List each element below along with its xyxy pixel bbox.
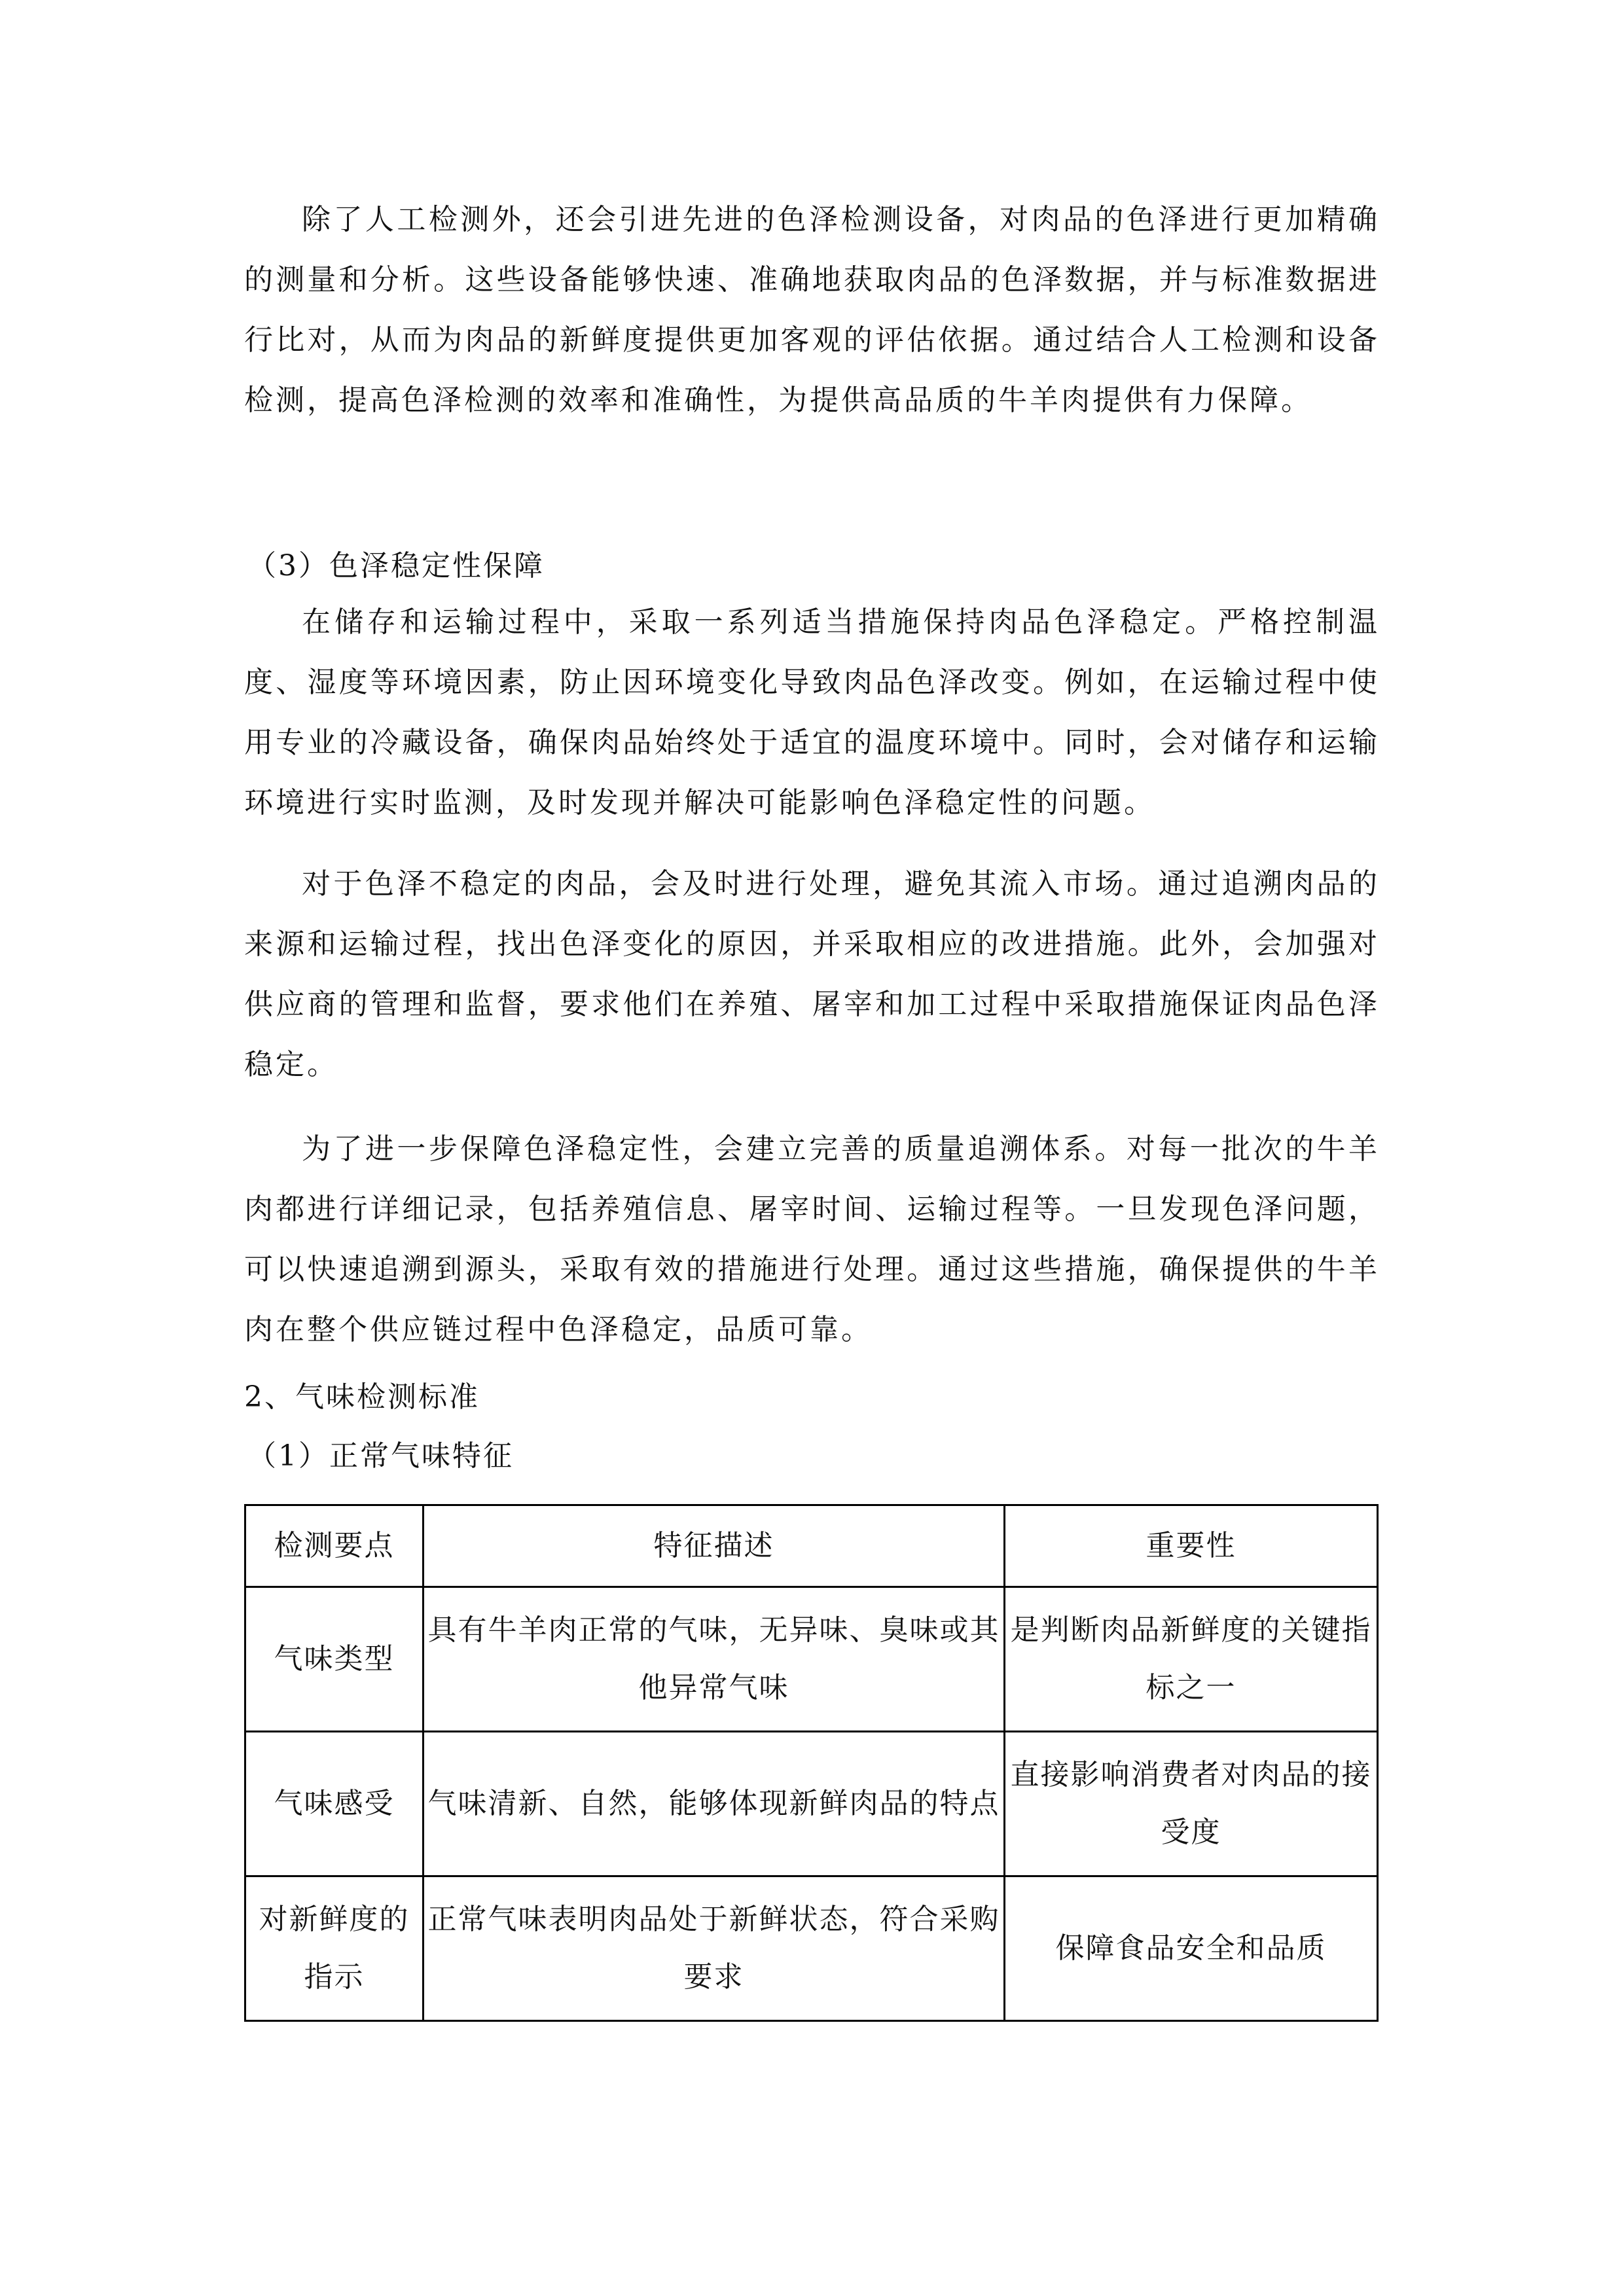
table-cell: 气味类型 <box>245 1587 424 1732</box>
subheading-normal-odor: （1）正常气味特征 <box>247 1439 514 1473</box>
table-cell: 对新鲜度的指示 <box>245 1876 424 2021</box>
paragraph-unstable-meat: 对于色泽不稳定的肉品，会及时进行处理，避免其流入市场。通过追溯肉品的来源和运输过程，找出色泽变化的原因，并采取相应的改进措施。此外，会加强对供应商的管理和监督，要求他们在养殖、屠宰和加工过程中采取措施保证肉品色泽稳定。 <box>244 867 1380 1081</box>
table-header-cell: 重要性 <box>1005 1505 1378 1587</box>
table-cell: 直接影响消费者对肉品的接受度 <box>1005 1732 1378 1876</box>
table-header-row <box>245 1505 1378 1587</box>
table-cell: 气味清新、自然，能够体现新鲜肉品的特点 <box>424 1732 1005 1876</box>
paragraph-traceability: 为了进一步保障色泽稳定性，会建立完善的质量追溯体系。对每一批次的牛羊肉都进行详细记录，包括养殖信息、屠宰时间、运输过程等。一旦发现色泽问题，可以快速追溯到源头，采取有效的措施进行处理。通过这些措施，确保提供的牛羊肉在整个供应链过程中色泽稳定，品质可靠。 <box>244 1132 1380 1346</box>
odor-standard-table <box>244 1504 1379 2022</box>
table-cell: 具有牛羊肉正常的气味，无异味、臭味或其他异常气味 <box>424 1587 1005 1732</box>
table-row <box>245 1587 1378 1732</box>
table-cell: 正常气味表明肉品处于新鲜状态，符合采购要求 <box>424 1876 1005 2021</box>
section-heading-odor-standard: 2、气味检测标准 <box>244 1380 480 1414</box>
table-row <box>245 1876 1378 2021</box>
table-cell: 保障食品安全和品质 <box>1005 1876 1378 2021</box>
subheading-color-stability: （3）色泽稳定性保障 <box>247 549 545 583</box>
table-row <box>245 1732 1378 1876</box>
table-header-cell: 特征描述 <box>424 1505 1005 1587</box>
table-header-cell: 检测要点 <box>245 1505 424 1587</box>
paragraph-storage-transport: 在储存和运输过程中，采取一系列适当措施保持肉品色泽稳定。严格控制温度、湿度等环境因素，防止因环境变化导致肉品色泽改变。例如，在运输过程中使用专业的冷藏设备，确保肉品始终处于适宜的温度环境中。同时，会对储存和运输环境进行实时监测，及时发现并解决可能影响色泽稳定性的问题。 <box>244 605 1380 819</box>
table-cell: 是判断肉品新鲜度的关键指标之一 <box>1005 1587 1378 1732</box>
table-cell: 气味感受 <box>245 1732 424 1876</box>
paragraph-color-equipment: 除了人工检测外，还会引进先进的色泽检测设备，对肉品的色泽进行更加精确的测量和分析。这些设备能够快速、准确地获取肉品的色泽数据，并与标准数据进行比对，从而为肉品的新鲜度提供更加客观的评估依据。通过结合人工检测和设备检测，提高色泽检测的效率和准确性，为提供高品质的牛羊肉提供有力保障。 <box>244 203 1380 417</box>
